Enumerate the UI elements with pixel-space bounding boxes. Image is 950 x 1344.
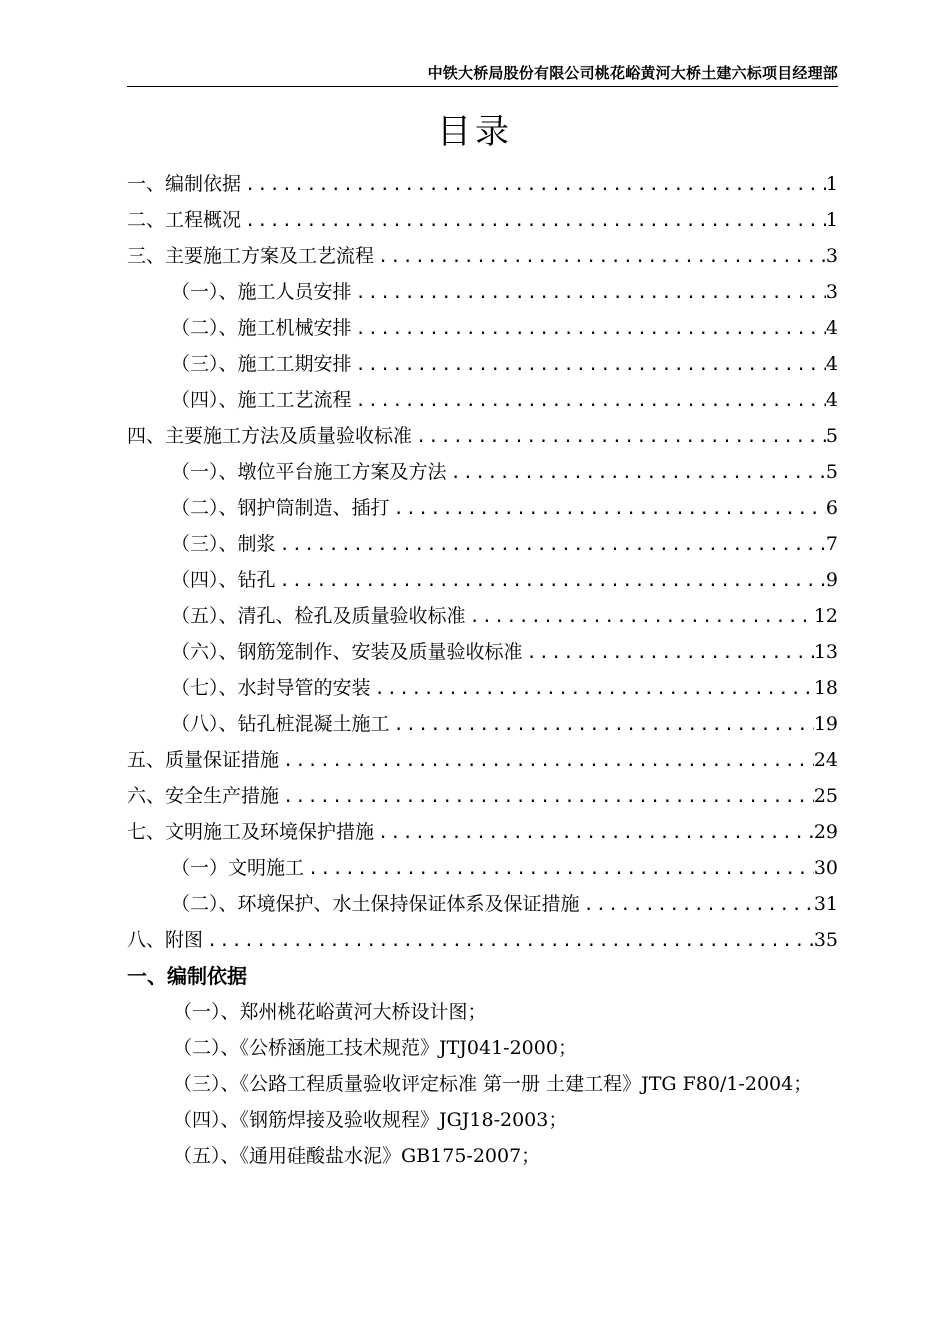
- toc-entry[interactable]: [127, 778, 838, 814]
- toc-entry-label: （二）、环境保护、水土保持保证体系及保证措施: [171, 893, 580, 915]
- toc-entry[interactable]: [127, 454, 838, 490]
- page-header: 中铁大桥局股份有限公司桃花峪黄河大桥土建六标项目经理部: [427, 64, 838, 82]
- reference-item: （四）、《钢筋焊接及验收规程》JGJ18-2003；: [173, 1109, 568, 1131]
- toc-entry-label: （二）、施工机械安排: [171, 317, 352, 339]
- toc-entry-label: （八）、钻孔桩混凝土施工: [171, 713, 390, 735]
- toc-entry-page: 12: [813, 605, 838, 627]
- toc-entry[interactable]: [127, 562, 838, 598]
- toc-leader: [203, 923, 814, 959]
- toc-entry-page: 18: [813, 677, 838, 699]
- toc-entry[interactable]: [127, 346, 838, 382]
- toc-entry-label: 七、文明施工及环境保护措施: [127, 821, 375, 843]
- toc-entry[interactable]: [127, 274, 838, 310]
- toc-entry-label: 五、质量保证措施: [127, 749, 280, 771]
- toc-entry-page: 7: [825, 533, 838, 555]
- toc-leader: [352, 383, 826, 419]
- toc-entry-page: 35: [813, 929, 838, 951]
- toc-entry[interactable]: [127, 634, 838, 670]
- toc-entry-label: （四）、钻孔: [171, 569, 276, 591]
- toc-leader: [390, 491, 826, 527]
- toc-entry-label: （三）、施工工期安排: [171, 353, 352, 375]
- toc-entry-label: 四、主要施工方法及质量验收标准: [127, 425, 413, 447]
- toc-entry-page: 5: [825, 425, 838, 447]
- toc-entry-page: 1: [825, 209, 838, 231]
- toc-leader: [371, 671, 814, 707]
- toc-entry-label: 一、编制依据: [127, 173, 242, 195]
- toc-leader: [374, 815, 814, 851]
- toc-entry-label: （二）、钢护筒制造、插打: [171, 497, 390, 519]
- toc-entry-page: 5: [825, 461, 838, 483]
- toc-entry[interactable]: [127, 670, 838, 706]
- toc-entry-label: 六、安全生产措施: [127, 785, 280, 807]
- toc-entry-label: （四）、施工工艺流程: [171, 389, 352, 411]
- reference-list: [127, 994, 838, 1174]
- toc-entry-page: 1: [825, 173, 838, 195]
- toc-leader: [374, 239, 826, 275]
- toc-entry-page: 31: [813, 893, 838, 915]
- toc-entry-page: 3: [825, 245, 838, 267]
- toc-leader: [241, 203, 826, 239]
- toc-entry[interactable]: [127, 202, 838, 238]
- toc-entry-page: 29: [813, 821, 838, 843]
- toc-leader: [279, 779, 814, 815]
- toc-entry-page: 30: [813, 857, 838, 879]
- toc-entry-label: 八、附图: [127, 929, 204, 951]
- toc-entry[interactable]: [127, 526, 838, 562]
- toc-entry-page: 3: [825, 281, 838, 303]
- toc-entry[interactable]: [127, 706, 838, 742]
- toc-entry-label: （一）文明施工: [171, 857, 305, 879]
- toc-entry-page: 4: [825, 317, 838, 339]
- reference-item: （一）、郑州桃花峪黄河大桥设计图；: [173, 1001, 487, 1023]
- toc-entry[interactable]: [127, 382, 838, 418]
- section-heading: 一、编制依据: [127, 964, 247, 988]
- toc-leader: [390, 707, 814, 743]
- toc-entry-page: 4: [825, 389, 838, 411]
- toc-entry[interactable]: [127, 310, 838, 346]
- toc-entry[interactable]: [127, 238, 838, 274]
- toc-title: 目录: [437, 112, 513, 152]
- toc-entry-page: 9: [825, 569, 838, 591]
- toc-leader: [412, 419, 826, 455]
- toc-entry[interactable]: [127, 418, 838, 454]
- toc-leader: [241, 167, 826, 203]
- toc-leader: [352, 347, 826, 383]
- toc-entry-label: （六）、钢筋笼制作、安装及质量验收标准: [171, 641, 523, 663]
- toc-entry-label: （一）、施工人员安排: [171, 281, 352, 303]
- toc-entry-label: （七）、水封导管的安装: [171, 677, 371, 699]
- toc-leader: [466, 599, 814, 635]
- toc-leader: [447, 455, 826, 491]
- reference-item: （三）、《公路工程质量验收评定标准 第一册 土建工程》JTG F80/1-2004；: [173, 1073, 813, 1095]
- toc-entry[interactable]: [127, 922, 838, 958]
- toc-entry[interactable]: [127, 490, 838, 526]
- toc-leader: [580, 887, 814, 923]
- toc-entry-label: （五）、清孔、检孔及质量验收标准: [171, 605, 466, 627]
- header-rule: [127, 86, 838, 87]
- toc-entry-page: 6: [825, 497, 838, 519]
- toc-entry-page: 13: [813, 641, 838, 663]
- toc-entry-label: （三）、制浆: [171, 533, 276, 555]
- table-of-contents: [127, 166, 838, 958]
- toc-leader: [276, 563, 826, 599]
- reference-item: （五）、《通用硅酸盐水泥》GB175-2007；: [173, 1145, 541, 1167]
- toc-entry[interactable]: [127, 742, 838, 778]
- toc-entry-label: 二、工程概况: [127, 209, 242, 231]
- toc-entry-page: 25: [813, 785, 838, 807]
- toc-entry-label: （一）、墩位平台施工方案及方法: [171, 461, 447, 483]
- toc-entry[interactable]: [127, 166, 838, 202]
- toc-entry[interactable]: [127, 886, 838, 922]
- toc-entry[interactable]: [127, 814, 838, 850]
- toc-entry[interactable]: [127, 598, 838, 634]
- toc-leader: [279, 743, 814, 779]
- toc-entry-page: 24: [813, 749, 838, 771]
- toc-entry[interactable]: [127, 850, 838, 886]
- toc-leader: [523, 635, 814, 671]
- toc-leader: [276, 527, 826, 563]
- toc-entry-page: 19: [813, 713, 838, 735]
- toc-leader: [352, 275, 826, 311]
- toc-entry-page: 4: [825, 353, 838, 375]
- toc-entry-label: 三、主要施工方案及工艺流程: [127, 245, 375, 267]
- toc-leader: [352, 311, 826, 347]
- reference-item: （二）、《公桥涵施工技术规范》JTJ041-2000；: [173, 1037, 577, 1059]
- toc-leader: [304, 851, 814, 887]
